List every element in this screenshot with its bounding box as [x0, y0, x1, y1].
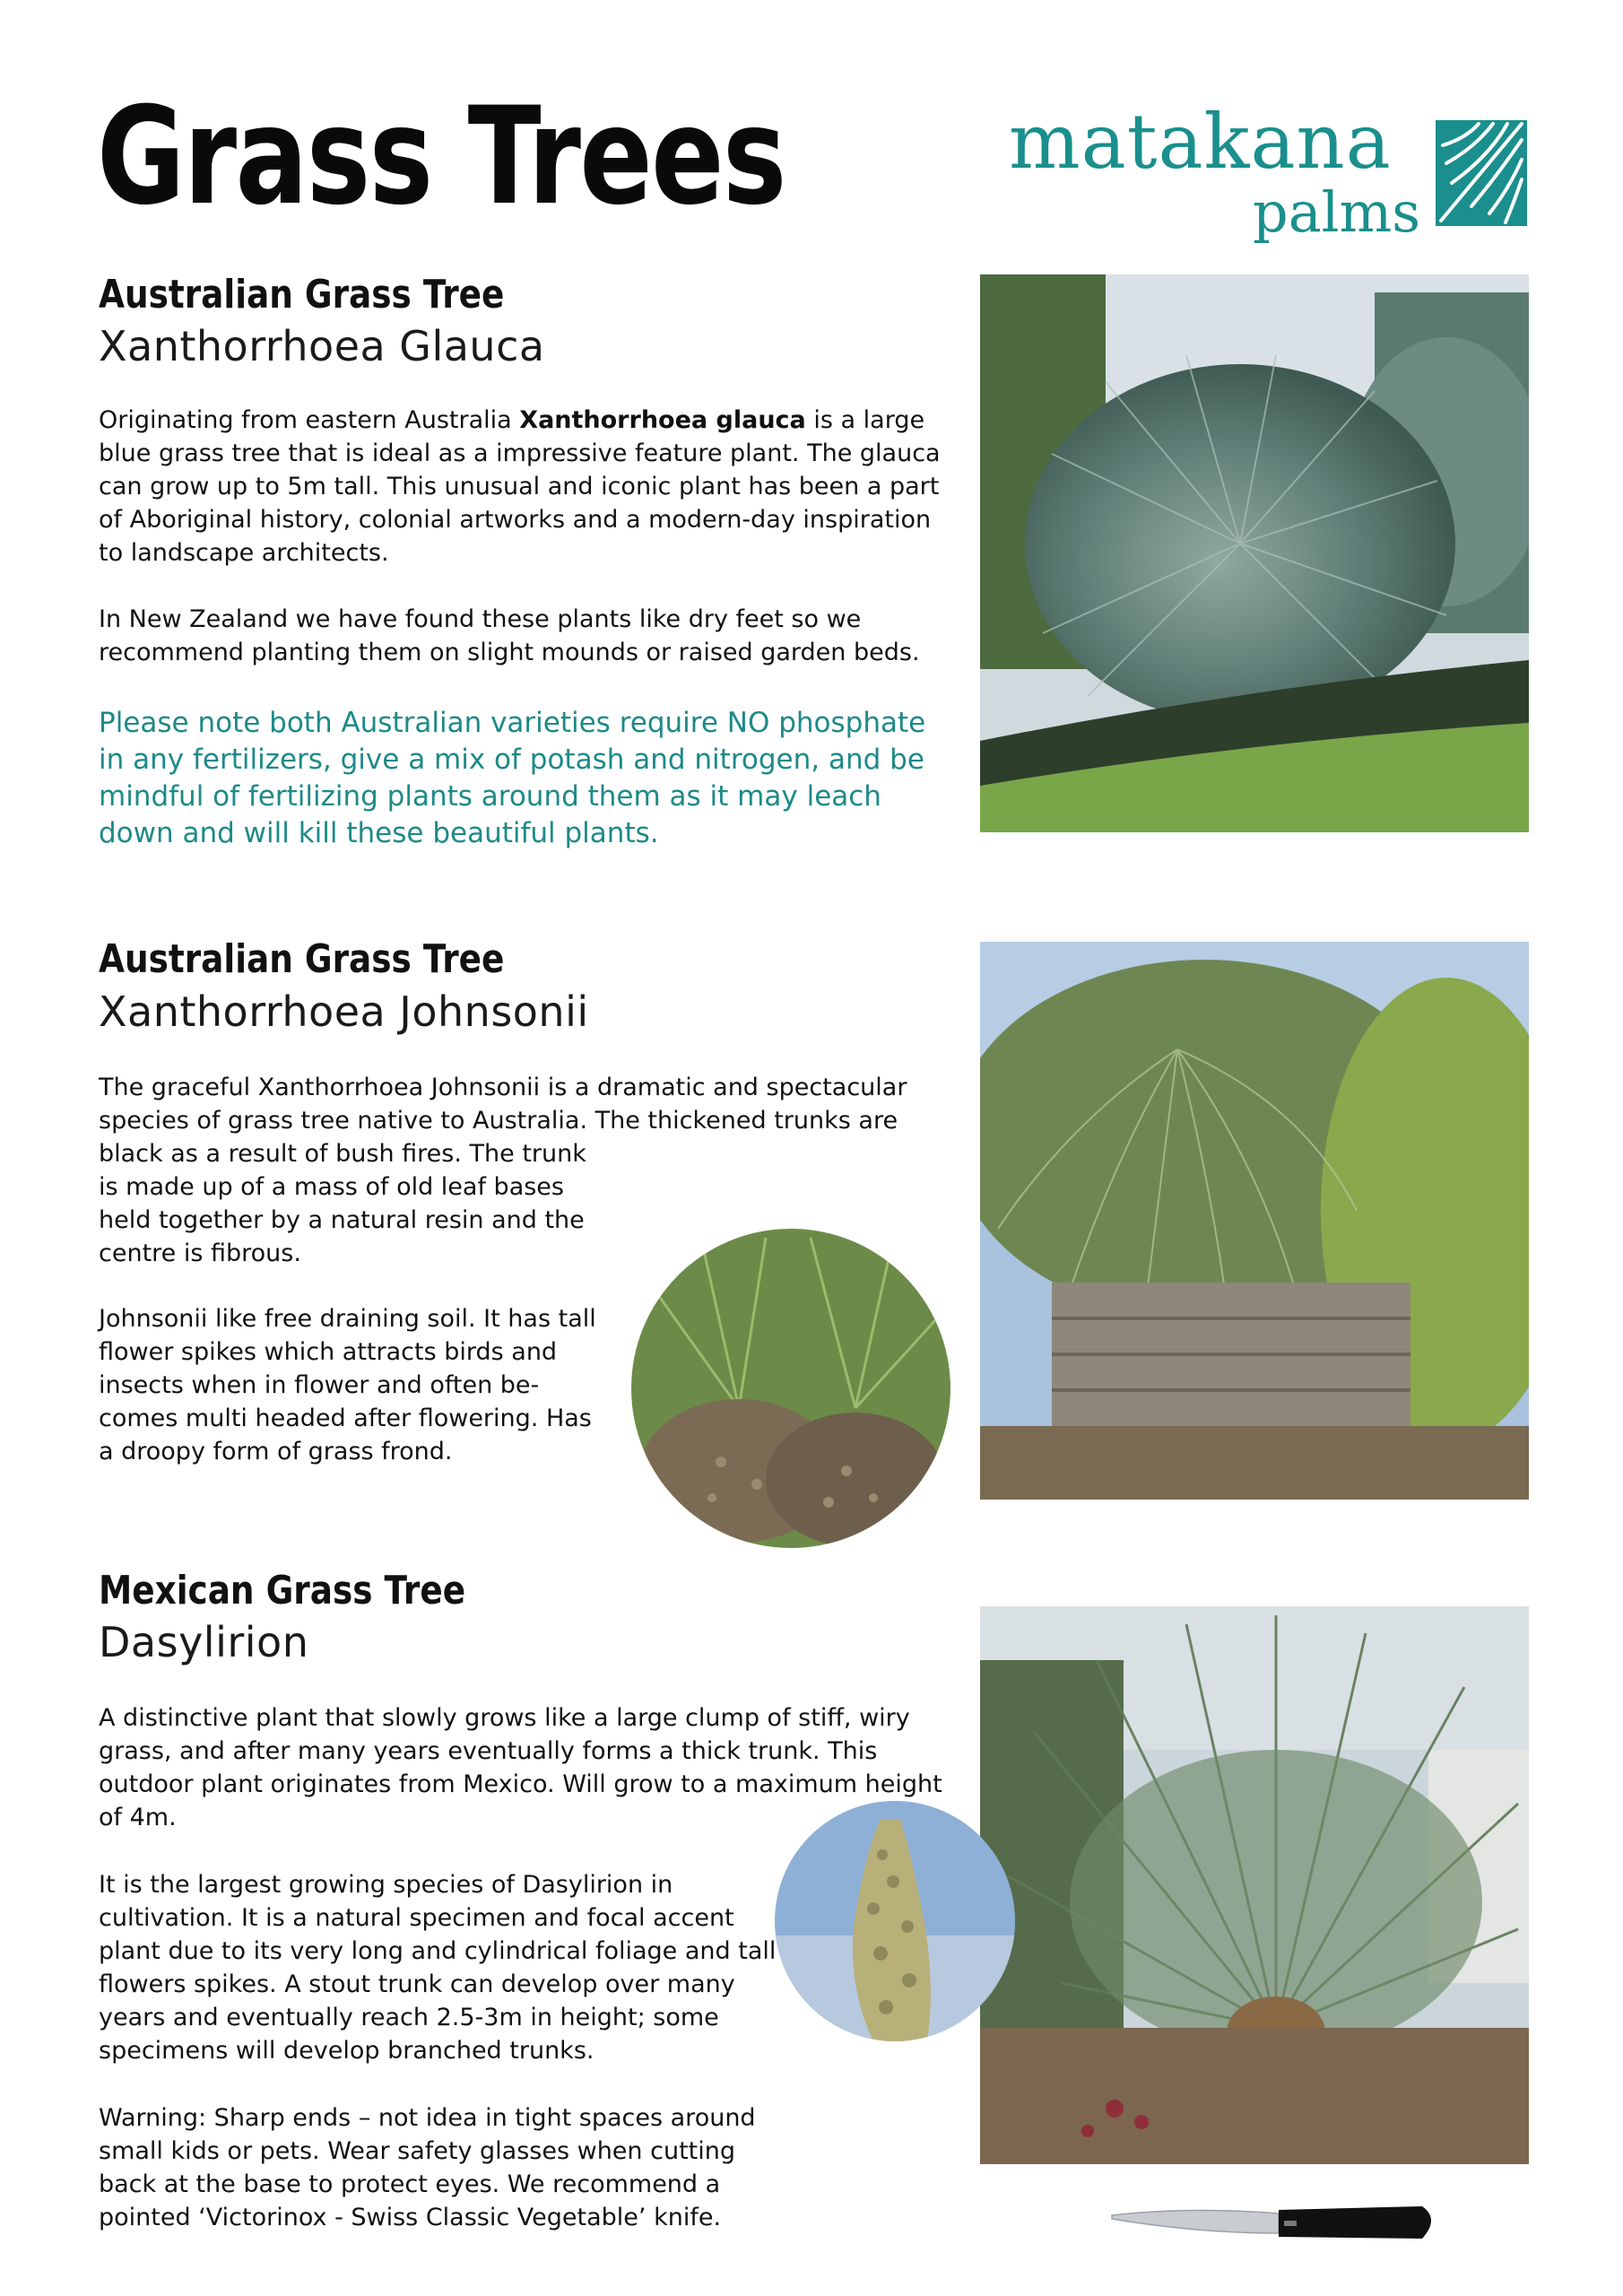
section3-paragraph-2: It is the largest growing species of Dasylirion in cultivation. It is a natural specimen and focal accent plant due to its very long and cylindrical foliage and tall flowers spikes. A stout trunk can develop over many years and eventually reach 2.5-3m in height; some specimens will develop branched trunks.: [99, 1871, 777, 2065]
palm-leaf-icon: [1436, 120, 1527, 226]
photo-dasylirion-flower-spike: [775, 1801, 1015, 2041]
section3-paragraph-1: A distinctive plant that slowly grows like a large clump of stiff, wiry grass, and after many years eventually forms a thick trunk. This outdoor plant originates from Mexico. Will grow to a maximum height of 4m.: [99, 1704, 942, 1831]
section1-paragraph-2: In New Zealand we have found these plants like dry feet so we recommend planting them on slight mounds or raised garden beds.: [99, 605, 920, 666]
section1-p1-species: Xanthorrhoea glauca: [519, 406, 806, 434]
section2-paragraph-2: Johnsonii like free draining soil. It has tall flower spikes which attracts birds and insects when in flower and often be-comes multi headed after flowering. Has a droopy form of grass frond.: [99, 1305, 596, 1465]
photo-xanthorrhoea-glauca: [980, 274, 1529, 832]
photo-xanthorrhoea-johnsonii: [980, 942, 1529, 1500]
section1-paragraph-1: [99, 404, 950, 570]
section2-paragraph-1a: The graceful Xanthorrhoea Johnsonii is a dramatic and spectacular species of grass tree native to Australia. The thickened trunks are: [99, 1074, 907, 1135]
section3-subheading: Dasylirion: [99, 1618, 309, 1666]
section1-subheading: Xanthorrhoea Glauca: [99, 322, 545, 370]
logo-word-matakana: matakana: [1009, 98, 1392, 186]
victorinox-knife-image: [1108, 2197, 1440, 2251]
photo-dasylirion: [980, 1606, 1529, 2164]
section2-heading: Australian Grass Tree: [99, 936, 505, 982]
section2-paragraph-1b: black as a result of bush fires. The trunk is made up of a mass of old leaf bases held together by a natural resin and the centre is fibrous.: [99, 1140, 586, 1267]
section2-subheading: Xanthorrhoea Johnsonii: [99, 987, 589, 1036]
section1-heading: Australian Grass Tree: [99, 272, 505, 317]
logo-word-palms: palms: [1253, 179, 1421, 245]
section1-p1-end: is a large blue grass tree that is ideal as a impressive feature plant. The glauca can grow up to 5m tall. This unusual and iconic plant has been a part of Aboriginal history, colonial artworks and a modern-day inspiration to landscape architects.: [99, 406, 941, 567]
section1-fertilizer-note: Please note both Australian varieties require NO phosphate in any fertilizers, give a mix of potash and nitrogen, and be mindful of fertilizing plants around them as it may leach down and will kill these beautiful plants.: [99, 707, 926, 849]
section3-heading: Mexican Grass Tree: [99, 1568, 466, 1613]
photo-johnsonii-trunk-closeup: [631, 1229, 950, 1548]
page-title: Grass Trees: [97, 79, 785, 235]
matakana-palms-logo: [1009, 99, 1547, 251]
section1-p1-start: Originating from eastern Australia: [99, 406, 520, 434]
section3-warning: Warning: Sharp ends – not idea in tight spaces around small kids or pets. Wear safety glasses when cutting back at the base to protect eyes. We recommend a pointed ‘Victorinox - Swiss Classic Vegetable’ knife.: [99, 2104, 756, 2231]
